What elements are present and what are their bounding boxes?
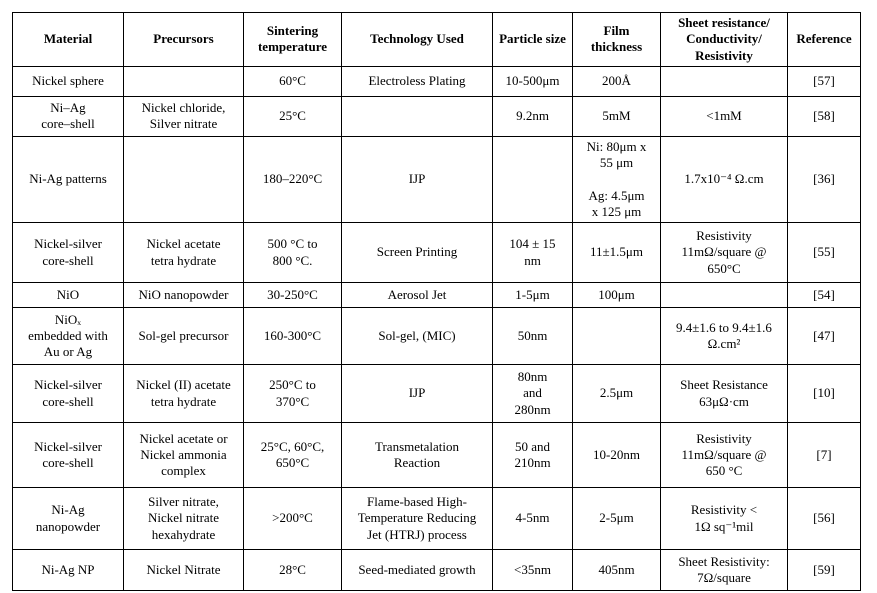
cell-film-thickness: 405nm (573, 550, 661, 591)
cell-particle-size: 104 ± 15 nm (493, 223, 573, 283)
cell-particle-size: 50nm (493, 308, 573, 365)
cell-film-thickness: 5mM (573, 96, 661, 136)
table-row (13, 283, 861, 308)
cell-sintering-temperature: 180–220°C (244, 136, 342, 222)
header-cell-particle-size: Particle size (493, 13, 573, 67)
cell-material: Nickel-silver core-shell (13, 365, 124, 423)
table-body (13, 66, 861, 590)
cell-sintering-temperature: 28°C (244, 550, 342, 591)
table-row (13, 136, 861, 222)
header-cell-precursors: Precursors (124, 13, 244, 67)
table-row (13, 223, 861, 283)
cell-material: Ni-Ag nanopowder (13, 488, 124, 550)
cell-film-thickness: 100μm (573, 283, 661, 308)
cell-precursors: Nickel chloride, Silver nitrate (124, 96, 244, 136)
cell-sintering-temperature: 250°C to 370°C (244, 365, 342, 423)
cell-technology-used: Sol-gel, (MIC) (342, 308, 493, 365)
cell-material: Ni-Ag patterns (13, 136, 124, 222)
cell-reference: [56] (788, 488, 861, 550)
cell-material: NiOₓ embedded with Au or Ag (13, 308, 124, 365)
cell-film-thickness: 2-5μm (573, 488, 661, 550)
cell-film-thickness (573, 308, 661, 365)
cell-film-thickness: 2.5μm (573, 365, 661, 423)
cell-material: Ni-Ag NP (13, 550, 124, 591)
cell-technology-used: IJP (342, 365, 493, 423)
header-cell-sintering-temperature: Sintering temperature (244, 13, 342, 67)
cell-technology-used: Seed-mediated growth (342, 550, 493, 591)
cell-sheet-resistance (661, 283, 788, 308)
cell-material: NiO (13, 283, 124, 308)
cell-film-thickness: 200Å (573, 66, 661, 96)
cell-precursors: Nickel (II) acetate tetra hydrate (124, 365, 244, 423)
cell-precursors: Silver nitrate, Nickel nitrate hexahydrate (124, 488, 244, 550)
cell-sintering-temperature: 160-300°C (244, 308, 342, 365)
cell-sheet-resistance: 9.4±1.6 to 9.4±1.6 Ω.cm² (661, 308, 788, 365)
cell-technology-used: Screen Printing (342, 223, 493, 283)
cell-material: Nickel-silver core-shell (13, 223, 124, 283)
cell-reference: [36] (788, 136, 861, 222)
table-row (13, 96, 861, 136)
cell-reference: [59] (788, 550, 861, 591)
header-cell-technology-used: Technology Used (342, 13, 493, 67)
cell-reference: [54] (788, 283, 861, 308)
cell-film-thickness: Ni: 80μm x 55 μm Ag: 4.5μm x 125 μm (573, 136, 661, 222)
cell-sheet-resistance: Resistivity 11mΩ/square @ 650°C (661, 223, 788, 283)
header-row (13, 13, 861, 67)
cell-precursors: Sol-gel precursor (124, 308, 244, 365)
table-header (13, 13, 861, 67)
cell-precursors: NiO nanopowder (124, 283, 244, 308)
cell-technology-used: Transmetalation Reaction (342, 423, 493, 488)
cell-sheet-resistance: Sheet Resistivity: 7Ω/square (661, 550, 788, 591)
cell-particle-size: 1-5μm (493, 283, 573, 308)
cell-material: Nickel sphere (13, 66, 124, 96)
table-row (13, 365, 861, 423)
table-row (13, 308, 861, 365)
header-cell-film-thickness: Film thickness (573, 13, 661, 67)
cell-particle-size: 4-5nm (493, 488, 573, 550)
cell-sheet-resistance: Sheet Resistance 63μΩ·cm (661, 365, 788, 423)
cell-sintering-temperature: 500 °C to 800 °C. (244, 223, 342, 283)
cell-technology-used: Electroless Plating (342, 66, 493, 96)
cell-reference: [55] (788, 223, 861, 283)
materials-table (12, 12, 861, 591)
cell-precursors: Nickel Nitrate (124, 550, 244, 591)
cell-technology-used: Flame-based High- Temperature Reducing Jet (HTRJ) process (342, 488, 493, 550)
cell-film-thickness: 10-20nm (573, 423, 661, 488)
cell-reference: [57] (788, 66, 861, 96)
cell-precursors: Nickel acetate tetra hydrate (124, 223, 244, 283)
cell-sheet-resistance: Resistivity 11mΩ/square @ 650 °C (661, 423, 788, 488)
cell-particle-size (493, 136, 573, 222)
cell-sintering-temperature: 25°C (244, 96, 342, 136)
cell-particle-size: 10-500μm (493, 66, 573, 96)
cell-precursors (124, 66, 244, 96)
cell-sheet-resistance (661, 66, 788, 96)
cell-reference: [10] (788, 365, 861, 423)
cell-sheet-resistance: Resistivity < 1Ω sq⁻¹mil (661, 488, 788, 550)
header-cell-material: Material (13, 13, 124, 67)
cell-precursors: Nickel acetate or Nickel ammonia complex (124, 423, 244, 488)
cell-reference: [7] (788, 423, 861, 488)
cell-reference: [47] (788, 308, 861, 365)
cell-sintering-temperature: 30-250°C (244, 283, 342, 308)
table-row (13, 66, 861, 96)
cell-reference: [58] (788, 96, 861, 136)
cell-technology-used (342, 96, 493, 136)
cell-particle-size: 9.2nm (493, 96, 573, 136)
header-cell-reference: Reference (788, 13, 861, 67)
cell-particle-size: 80nm and 280nm (493, 365, 573, 423)
cell-technology-used: IJP (342, 136, 493, 222)
cell-material: Ni–Ag core–shell (13, 96, 124, 136)
cell-sintering-temperature: 60°C (244, 66, 342, 96)
header-cell-sheet-resistance: Sheet resistance/ Conductivity/ Resistivity (661, 13, 788, 67)
cell-particle-size: <35nm (493, 550, 573, 591)
cell-sintering-temperature: 25°C, 60°C, 650°C (244, 423, 342, 488)
cell-technology-used: Aerosol Jet (342, 283, 493, 308)
table-row (13, 488, 861, 550)
cell-precursors (124, 136, 244, 222)
cell-sintering-temperature: >200°C (244, 488, 342, 550)
cell-film-thickness: 11±1.5μm (573, 223, 661, 283)
cell-material: Nickel-silver core-shell (13, 423, 124, 488)
table-row (13, 423, 861, 488)
cell-sheet-resistance: 1.7x10⁻⁴ Ω.cm (661, 136, 788, 222)
table-row (13, 550, 861, 591)
cell-particle-size: 50 and 210nm (493, 423, 573, 488)
cell-sheet-resistance: <1mM (661, 96, 788, 136)
